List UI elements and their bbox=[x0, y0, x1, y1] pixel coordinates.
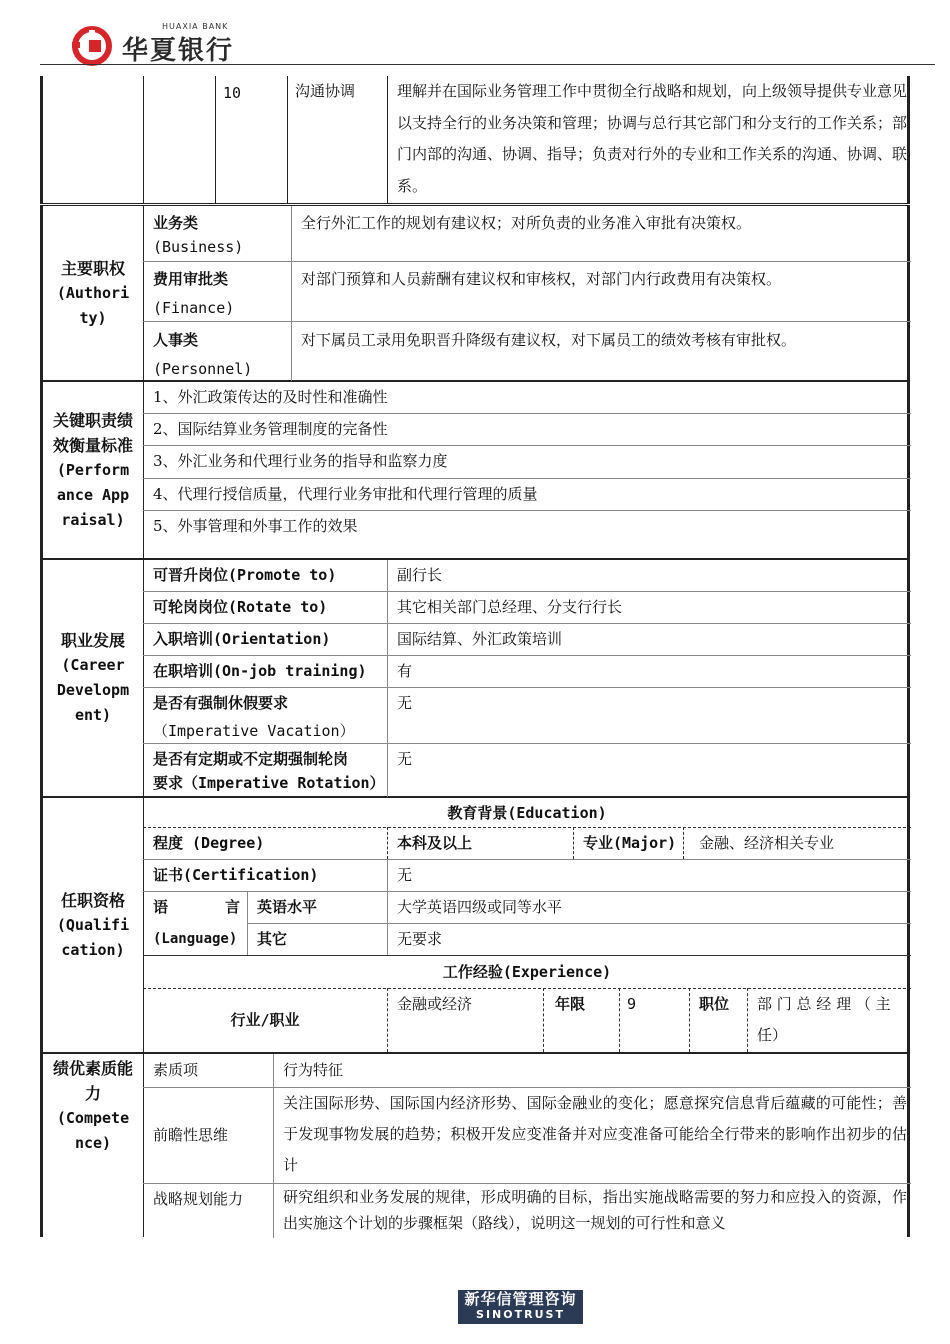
career-label: 职业发展 (Career Development) bbox=[43, 560, 144, 796]
competence-section bbox=[40, 1053, 910, 1237]
other-label: 其它 bbox=[257, 930, 288, 948]
authority-label: 主要职权 (Authority) bbox=[43, 206, 144, 380]
bank-name-en: HUAXIA BANK bbox=[162, 22, 229, 31]
authority-business-type-en: (Business) bbox=[153, 238, 244, 256]
career-promote-value: 副行长 bbox=[397, 566, 443, 584]
career-orientation-value: 国际结算、外汇政策培训 bbox=[397, 630, 563, 648]
major-label: 专业(Major) bbox=[583, 834, 677, 852]
performance-item-4: 4、代理行授信质量，代理行业务审批和代理行管理的质量 bbox=[153, 485, 538, 503]
experience-header: 工作经验(Experience) bbox=[442, 963, 612, 981]
years-label: 年限 bbox=[555, 995, 586, 1013]
competence-label: 绩优素质能力 (Competence) bbox=[43, 1054, 144, 1237]
page-header bbox=[0, 0, 950, 72]
years-value: 9 bbox=[627, 995, 637, 1013]
degree-value: 本科及以上 bbox=[397, 834, 473, 852]
position-value: 部 门 总 经 理 （ 主任） bbox=[757, 995, 891, 1044]
authority-personnel-type-en: (Personnel) bbox=[153, 360, 253, 378]
performance-item-2: 2、国际结算业务管理制度的完备性 bbox=[153, 420, 388, 438]
bank-name-cn: 华夏银行 bbox=[122, 36, 235, 66]
authority-finance-type-en: (Finance) bbox=[153, 299, 235, 317]
cert-label: 证书(Certification) bbox=[153, 866, 319, 884]
career-rotate-value: 其它相关部门总经理、分支行行长 bbox=[397, 598, 623, 616]
authority-business-type: 业务类 bbox=[153, 214, 199, 232]
authority-section bbox=[40, 205, 910, 381]
career-rotation-value: 无 bbox=[397, 750, 413, 768]
performance-section bbox=[40, 381, 910, 559]
career-onjob-label: 在职培训(On-job training) bbox=[153, 662, 367, 680]
authority-business-text: 全行外汇工作的规划有建议权；对所负责的业务准入审批有决策权。 bbox=[301, 214, 752, 232]
performance-label: 关键职责绩效衡量标准 (Performance Appraisal) bbox=[43, 382, 144, 558]
career-rotate-label: 可轮岗岗位(Rotate to) bbox=[153, 598, 328, 616]
footer-logo-en: SINOTRUST bbox=[476, 1308, 565, 1321]
competence-foresight-name: 前瞻性思维 bbox=[153, 1126, 229, 1144]
competence-strategy-text: 研究组织和业务发展的规律，形成明确的目标，指出实施战略需要的努力和应投入的资源，作出实施这个计划的步骤框架（路线），说明这一规划的可行性和意义 bbox=[283, 1188, 907, 1232]
competence-col-behavior: 行为特征 bbox=[283, 1061, 344, 1079]
language-label-en: (Language) bbox=[153, 931, 238, 947]
career-section bbox=[40, 559, 910, 797]
career-rotation-label-en: 要求（Imperative Rotation） bbox=[153, 774, 385, 792]
major-value: 金融、经济相关专业 bbox=[699, 834, 835, 852]
career-onjob-value: 有 bbox=[397, 662, 413, 680]
competence-foresight-text: 关注国际形势、国际国内经济形势、国际金融业的变化；愿意探究信息背后蕴藏的可能性；善于发现事物发展的趋势；积极开发应变准备并对应变准备可能给全行带来的影响作出初步的估计 bbox=[283, 1094, 907, 1174]
authority-personnel-text: 对下属员工录用免职晋升降级有建议权，对下属员工的绩效考核有审批权。 bbox=[301, 331, 797, 349]
huaxia-bank-logo-icon bbox=[72, 26, 112, 66]
career-vacation-label: 是否有强制休假要求 bbox=[153, 694, 289, 712]
career-rotation-label: 是否有定期或不定期强制轮岗 bbox=[153, 750, 349, 768]
career-orientation-label: 入职培训(Orientation) bbox=[153, 630, 331, 648]
duty-description: 理解并在国际业务管理工作中贯彻全行战略和规划，向上级领导提供专业意见以支持全行的业务决策和管理；协调与总行其它部门和分支行的工作关系；部门内部的沟通、协调、指导；负责对行外的专业和工作关系的沟通、协调、联系。 bbox=[397, 82, 908, 195]
header-divider bbox=[40, 64, 935, 65]
language-label-b: 言 bbox=[225, 898, 241, 916]
qualification-label: 任职资格 (Qualification) bbox=[43, 798, 144, 1052]
language-label-a: 语 bbox=[153, 898, 169, 916]
education-header: 教育背景(Education) bbox=[447, 804, 607, 822]
career-vacation-label-en: （Imperative Vacation） bbox=[153, 722, 355, 740]
performance-item-1: 1、外汇政策传达的及时性和准确性 bbox=[153, 388, 388, 406]
english-label: 英语水平 bbox=[257, 898, 318, 916]
performance-item-5: 5、外事管理和外事工作的效果 bbox=[153, 517, 358, 535]
authority-finance-text: 对部门预算和人员薪酬有建议权和审核权，对部门内行政费用有决策权。 bbox=[301, 270, 782, 288]
duty-row-continuation bbox=[40, 76, 910, 204]
duty-item: 沟通协调 bbox=[295, 82, 356, 100]
authority-personnel-type: 人事类 bbox=[153, 331, 199, 349]
other-value: 无要求 bbox=[397, 930, 443, 948]
competence-strategy-name: 战略规划能力 bbox=[153, 1190, 244, 1208]
sinotrust-logo bbox=[458, 1290, 583, 1324]
cert-value: 无 bbox=[397, 866, 413, 884]
degree-label: 程度 (Degree) bbox=[153, 834, 265, 852]
industry-value: 金融或经济 bbox=[397, 995, 473, 1013]
industry-label: 行业/职业 bbox=[230, 1011, 300, 1029]
qualification-section bbox=[40, 797, 910, 1053]
competence-col-item: 素质项 bbox=[153, 1061, 199, 1079]
performance-item-3: 3、外汇业务和代理行业务的指导和监察力度 bbox=[153, 452, 448, 470]
position-label: 职位 bbox=[699, 995, 730, 1013]
footer-logo-cn: 新华信管理咨询 bbox=[464, 1290, 577, 1308]
authority-finance-type: 费用审批类 bbox=[153, 270, 229, 288]
career-promote-label: 可晋升岗位(Promote to) bbox=[153, 566, 337, 584]
career-vacation-value: 无 bbox=[397, 694, 413, 712]
duty-number: 10 bbox=[223, 84, 242, 102]
english-value: 大学英语四级或同等水平 bbox=[397, 898, 563, 916]
